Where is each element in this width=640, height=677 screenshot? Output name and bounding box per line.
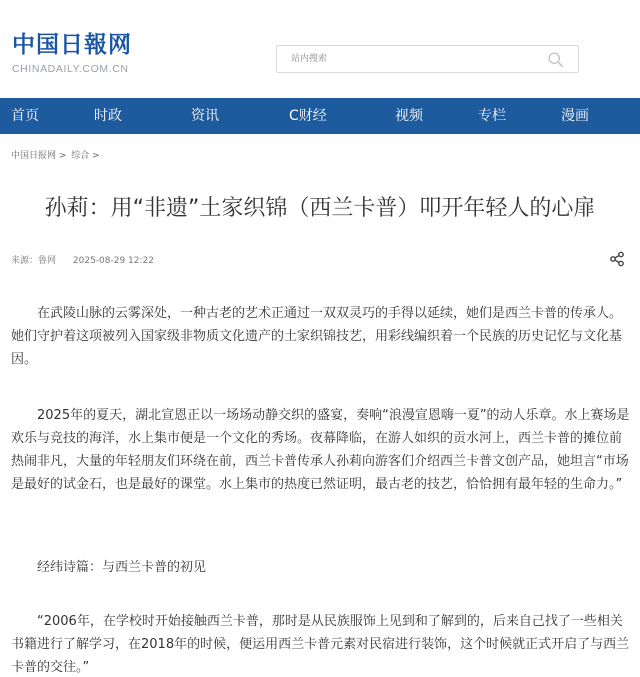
nav-item-comics[interactable]: 漫画 [561,108,589,124]
article-subheading: 经纬诗篇：与西兰卡普的初见 [37,560,207,575]
nav-item-video[interactable]: 视频 [395,108,423,124]
article-title: 孙莉：用“非遗”土家织锦（西兰卡普）叩开年轻人的心扉 [44,196,596,221]
article-paragraph: 在武陵山脉的云雾深处，一种古老的艺术正通过一双双灵巧的手得以延续，她们是西兰卡普的传承人。她们守护着这项被列入国家级非物质文化遗产的土家织锦技艺，用彩线编织着一个民族的历史记忆与文化基因。 [11,306,623,367]
breadcrumb [11,148,102,161]
search-icon[interactable] [547,51,564,68]
nav-item-home[interactable]: 首页 [11,108,39,124]
breadcrumb-item-general[interactable]: 综合 > [71,151,100,161]
site-header [0,0,640,98]
article-paragraph: “2006年，在学校时开始接触西兰卡普，那时是从民族服饰上见到和了解到的，后来自己找了一些相关书籍进行了解学习，在2018年的时候，便运用西兰卡普元素对民宿进行装饰，这个时候就正式开启了与西兰卡普的交往。” [11,614,630,675]
article-date: 2025-08-29 12:22 [72,256,154,266]
nav-item-column[interactable]: 专栏 [478,108,506,124]
article-meta [11,253,154,266]
nav-item-finance[interactable]: C财经 [289,108,327,124]
site-logo[interactable] [12,30,134,80]
main-nav [0,98,640,134]
logo-chinese-text: 中国日報网 [12,31,132,58]
nav-item-news[interactable]: 资讯 [191,108,219,124]
article-paragraph: 2025年的夏天，湖北宣恩正以一场场动静交织的盛宴，奏响“浪漫宣恩嗨一夏”的动人乐章。水上赛场是欢乐与竞技的海洋，水上集市便是一个文化的秀场。夜幕降临，在游人如织的贡水河上，西兰卡普的摊位前热闹非凡，大量的年轻朋友们环绕在前，西兰卡普传承人孙莉向游客们介绍西兰卡普文创产品，她坦言“市场是最好的试金石，也是最好的课堂。水上集市的热度已然证明，最古老的技艺，恰恰拥有最年轻的生命力。” [11,408,630,492]
nav-item-politics[interactable]: 时政 [94,108,122,124]
breadcrumb-item-home[interactable]: 中国日报网 > [11,151,67,161]
search-input[interactable] [277,46,537,72]
article-source: 来源：鲁网 [11,256,57,266]
logo-english-text: CHINADAILY.COM.CN [12,63,129,75]
search-box [276,45,579,73]
share-icon[interactable] [609,251,625,267]
